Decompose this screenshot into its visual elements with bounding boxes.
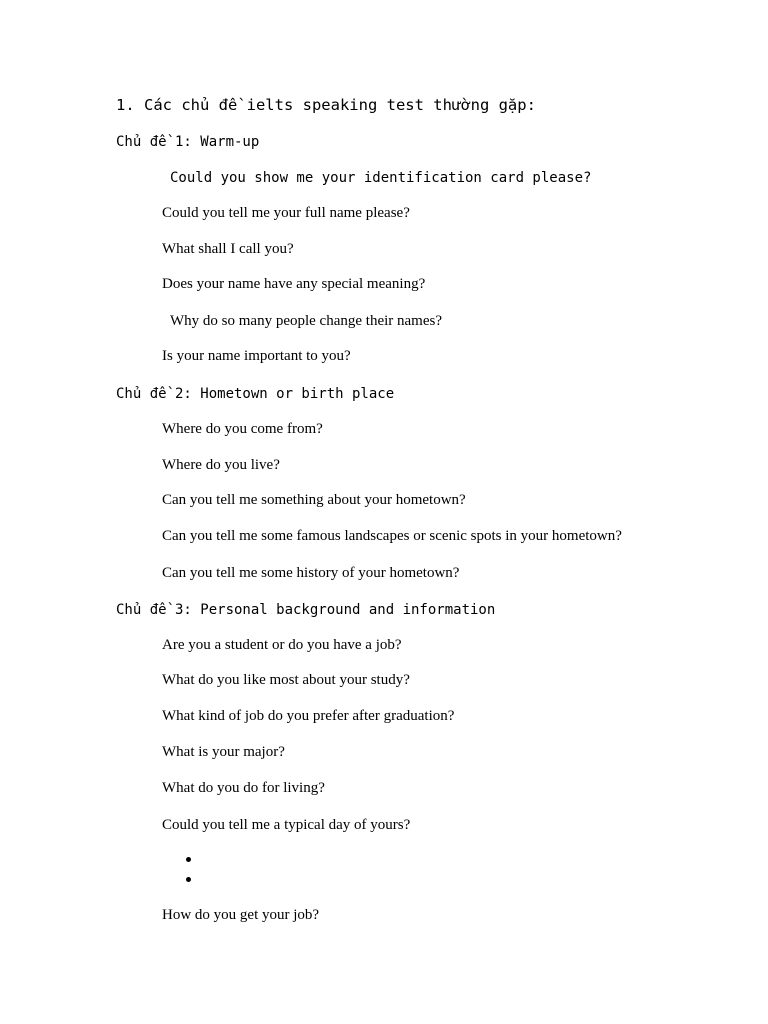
topic-2-question: Where do you live? — [162, 457, 280, 473]
topic-2-question: Can you tell me some famous landscapes or scenic spots in your hometown? — [162, 528, 622, 544]
topic-2-question: Can you tell me something about your hometown? — [162, 492, 466, 508]
topic-3-question: What kind of job do you prefer after graduation? — [162, 708, 455, 724]
topic-2-question: Where do you come from? — [162, 421, 323, 437]
topic-3-question: What do you like most about your study? — [162, 672, 410, 688]
topic-3-question: What do you do for living? — [162, 780, 325, 796]
topic-1-question: Does your name have any special meaning? — [162, 276, 426, 292]
topic-2-question: Can you tell me some history of your hometown? — [162, 565, 460, 581]
topic-3-heading: Chủ đề 3: Personal background and information — [116, 602, 496, 618]
topic-3-question: What is your major? — [162, 744, 285, 760]
topic-1-lead-question: Could you show me your identification card please? — [170, 170, 592, 186]
topic-2-heading: Chủ đề 2: Hometown or birth place — [116, 386, 395, 402]
topic-1-question: What shall I call you? — [162, 241, 294, 257]
topic-3-question: How do you get your job? — [162, 907, 320, 923]
bullet-point — [186, 857, 191, 862]
topic-1-question: Could you tell me your full name please? — [162, 205, 410, 221]
topic-1-question: Why do so many people change their names? — [170, 313, 442, 329]
document-title: 1. Các chủ đề ielts speaking test thường gặp: — [116, 96, 536, 114]
topic-3-question: Could you tell me a typical day of yours? — [162, 817, 411, 833]
topic-3-question: Are you a student or do you have a job? — [162, 637, 402, 653]
bullet-point — [186, 877, 191, 882]
topic-1-heading: Chủ đề 1: Warm-up — [116, 134, 260, 150]
topic-1-question: Is your name important to you? — [162, 348, 351, 364]
